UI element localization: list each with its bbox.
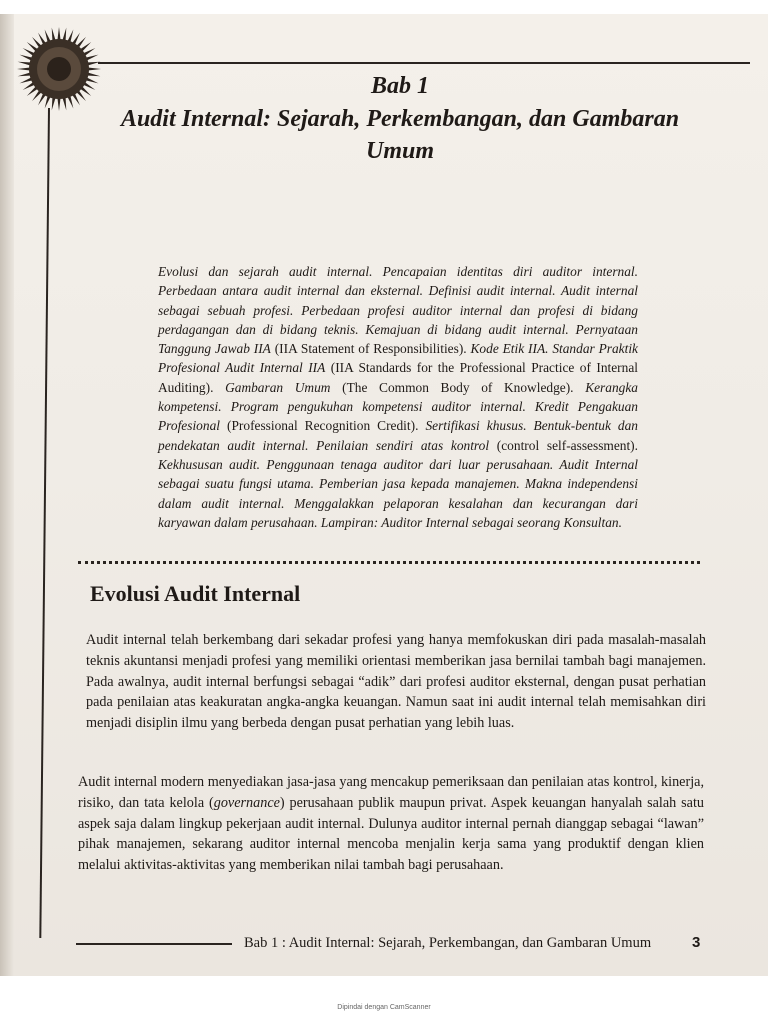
body-paragraph: Audit internal telah berkembang dari sekadar profesi yang hanya memfokuskan diri pada masalah-masalah teknis akuntansi menjadi profesi yang memiliki orientasi memberikan jasa bernilai tambah bagi manajemen. Pada awalnya, audit internal berfungsi sebagai “adik” dari profesi auditor eksternal, dengan pusat perhatian pada penilaian atas keakuratan angka-angka keuangan. Namun saat ini audit internal telah memisahkan diri menjadi disiplin ilmu yang berbeda dengan pusat perhatian yang lebih luas. (86, 632, 706, 732)
paragraph-text: ) perusahaan publik maupun privat. Aspek keuangan hanyalah salah satu aspek saja dalam lingkup pekerjaan audit internal. Dulunya auditor internal pernah dianggap sebagai “lawan” pihak manajemen, sekarang auditor internal mencoba menjalin kerja sama yang produktif dengan klien melalui aktivitas-aktivitas yang memberikan nilai tambah bagi perusahaan. (78, 794, 704, 874)
abstract-text: (Professional Recognition Credit). (220, 418, 426, 434)
abstract-text: (IIA Standards for the Professional Practice of Internal Auditing). (158, 360, 638, 395)
section-heading: Evolusi Audit Internal (90, 581, 301, 606)
scanner-watermark: Dipindai dengan CamScanner (337, 1004, 431, 1011)
page-number: 3 (692, 934, 701, 951)
abstract-text: (The Common Body of Knowledge). (330, 379, 586, 395)
abstract-text: Kekhususan audit. Penggunaan tenaga auditor dari luar perusahaan. Audit Internal sebagai suatu fungsi utama. Pemberian jasa kepada manajemen. Makna independensi dalam audit internal. Menggalakkan pelaporan kesalahan dan kecurangan dari karyawan dalam perusahaan. Lampiran: Auditor Internal sebagai seorang Konsultan. (158, 456, 638, 530)
abstract-text: (control self-assessment). (489, 437, 638, 453)
body-paragraph (78, 772, 704, 876)
header-rule (98, 62, 750, 64)
sunburst-ornament-icon (16, 26, 102, 112)
abstract-text: Sertifikasi khusus. Bentuk-bentuk dan pendekatan audit internal. Penilaian sendiri atas kontrol (158, 418, 638, 453)
running-footer: Bab 1 : Audit Internal: Sejarah, Perkembangan, dan Gambaran Umum (244, 935, 652, 951)
abstract-text: (IIA Statement of Responsibilities). (270, 341, 471, 357)
section-divider (78, 561, 700, 564)
abstract-text: Kerangka kompetensi. Program pengukuhan kompetensi auditor internal. Kredit Pengakuan Profesional (158, 379, 638, 434)
chapter-title: Audit Internal: Sejarah, Perkembangan, dan Gambaran Umum (120, 106, 680, 164)
paragraph-text: governance (213, 794, 280, 811)
chapter-abstract (158, 262, 638, 532)
page-edge-shadow (0, 14, 14, 976)
abstract-text: Gambaran Umum (225, 379, 331, 395)
abstract-text: Evolusi dan sejarah audit internal. Pencapaian identitas diri auditor internal. Perbedaan antara audit internal dan eksternal. Definisi audit internal. Audit internal sebagai sebuah profesi. Perbedaan profesi auditor internal dan profesi di bidang perdagangan dan di bidang teknis. Kemajuan di bidang audit internal. Pernyataan Tanggung Jawab IIA (158, 264, 638, 357)
chapter-label: Bab 1 (370, 73, 429, 99)
abstract-text: Kode Etik IIA. Standar Praktik Profesional Audit Internal IIA (158, 341, 638, 376)
footer-rule (76, 943, 232, 945)
paragraph-text: Audit internal modern menyediakan jasa-jasa yang mencakup pemeriksaan dan penilaian atas kontrol, kinerja, risiko, dan tata kelola ( (78, 774, 704, 811)
